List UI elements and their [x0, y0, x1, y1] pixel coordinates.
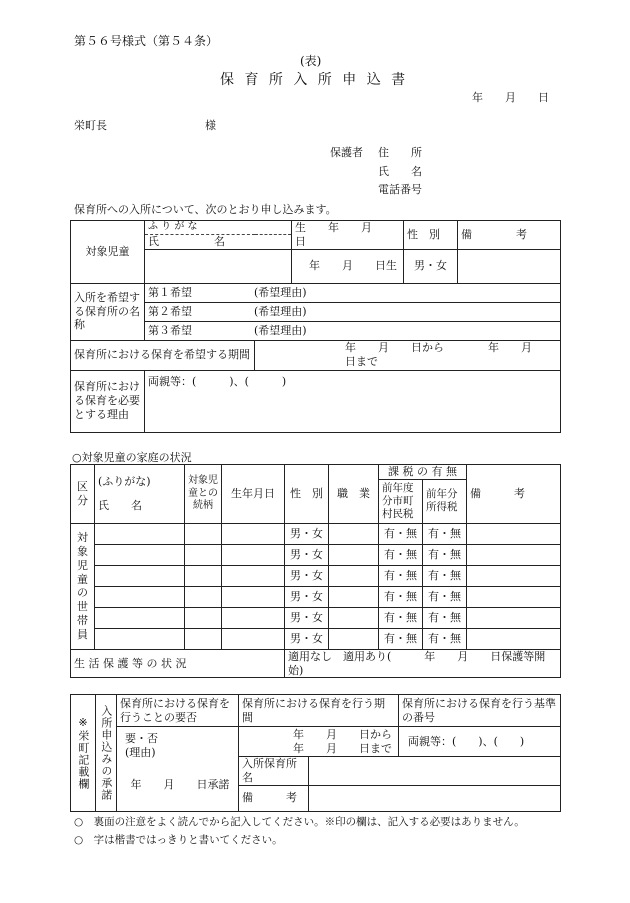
col-tax: 課 税 の 有 無 [379, 465, 467, 480]
family-table [70, 464, 561, 678]
need-question: 保育所における保育を行うことの要否 [117, 695, 239, 727]
table-row[interactable]: 対象児童の世帯員 男・女 有・無 有・無 [71, 523, 561, 544]
col-remarks: 備 考 [467, 465, 561, 524]
guardian-label: 保護者 [330, 146, 363, 159]
note-1: ○ 裏面の注意をよく読んでから記入してください。※印の欄は、記入する必要はありません。 [74, 816, 525, 828]
col-dob: 生年月日 [222, 465, 285, 524]
office-table [70, 694, 561, 812]
facility-label: 入所保育所名 [239, 757, 309, 786]
table-row[interactable]: 男・女 有・無 有・無 [71, 607, 561, 628]
name-label: 氏 名 [378, 165, 422, 178]
page-title: 保 育 所 入 所 申 込 書 [220, 72, 409, 88]
preference-label: 入所を希望する保育所の名称 [71, 283, 145, 340]
child-dob-field[interactable]: 年 月 日生 [292, 249, 404, 283]
third-choice-row[interactable]: 第３希望 (希望理由) [145, 321, 561, 340]
child-name-field[interactable] [145, 249, 292, 283]
remarks-label: 備 考 [458, 221, 561, 250]
criteria-field[interactable]: 両親等：( )、( ) [399, 727, 561, 757]
col-division: 区 分 [71, 465, 95, 524]
office-side-label: ※ 栄町記載欄 [71, 695, 96, 812]
intro-text: 保育所への入所について、次のとおり申し込みます。 [74, 203, 337, 216]
table-row[interactable]: 男・女 有・無 有・無 [71, 628, 561, 649]
row-group-label: 対象児童の世帯員 [71, 523, 95, 649]
child-label: 対象児童 [71, 221, 145, 284]
yes-no-field[interactable]: 要・否 (理由) 年 月 日承諾 [117, 727, 239, 812]
period-question: 保育所における保育を行う期間 [239, 695, 399, 727]
form-side: (表) [300, 54, 322, 68]
welfare-label: 生 活 保 護 等 の 状 況 [71, 649, 285, 678]
honorific: 様 [205, 119, 216, 132]
office-remarks-field[interactable] [309, 785, 561, 811]
facility-field[interactable] [309, 757, 561, 786]
first-choice-row[interactable]: 第１希望 (希望理由) [145, 283, 561, 302]
child-sex-field[interactable]: 男・女 [404, 249, 458, 283]
sex-label: 性 別 [404, 221, 458, 250]
addressee: 栄町長 [74, 119, 107, 132]
child-remarks-field[interactable] [458, 249, 561, 283]
table-row[interactable]: 男・女 有・無 有・無 [71, 544, 561, 565]
acceptance-label: 入所申込みの承諾 [96, 695, 117, 812]
col-job: 職 業 [329, 465, 379, 524]
need-field[interactable]: 両親等：( )、( ) [145, 370, 561, 432]
col-tax-income: 前年分所得税 [423, 479, 467, 523]
col-sex: 性 別 [285, 465, 329, 524]
criteria-question: 保育所における保育を行う基準の番号 [399, 695, 561, 727]
dob-label: 生 年 月 日 [292, 221, 404, 250]
office-period-field[interactable]: 年 月 日から 年 月 日まで [239, 727, 399, 757]
second-choice-row[interactable]: 第２希望 (希望理由) [145, 302, 561, 321]
table-row[interactable]: 男・女 有・無 有・無 [71, 586, 561, 607]
name-label-cell: 氏 名 [145, 234, 292, 249]
col-tax-prev-year: 前年度分市町村民税 [379, 479, 423, 523]
col-relation: 対象児童との続柄 [185, 465, 222, 524]
note-2: ○ 字は楷書ではっきりと書いてください。 [74, 834, 283, 846]
need-label: 保育所における保育を必要とする理由 [71, 370, 145, 432]
address-label: 住 所 [378, 146, 422, 159]
period-label: 保育所における保育を希望する期間 [71, 340, 255, 370]
office-remarks-label: 備 考 [239, 785, 309, 811]
table-row[interactable]: 男・女 有・無 有・無 [71, 565, 561, 586]
welfare-field[interactable]: 適用なし 適用あり( 年 月 日保護等開始) [285, 649, 561, 678]
furigana-label: ふ り が な [145, 221, 292, 235]
col-name: (ふりがな) 氏 名 [95, 465, 185, 524]
form-number: 第５６号様式（第５４条） [74, 34, 219, 48]
application-table [70, 220, 561, 433]
phone-label: 電話番号 [378, 183, 422, 196]
application-date: 年 月 日 [472, 91, 549, 104]
family-heading: ○対象児童の家庭の状況 [72, 451, 192, 464]
period-field[interactable]: 年 月 日から 年 月 日まで [255, 340, 561, 370]
